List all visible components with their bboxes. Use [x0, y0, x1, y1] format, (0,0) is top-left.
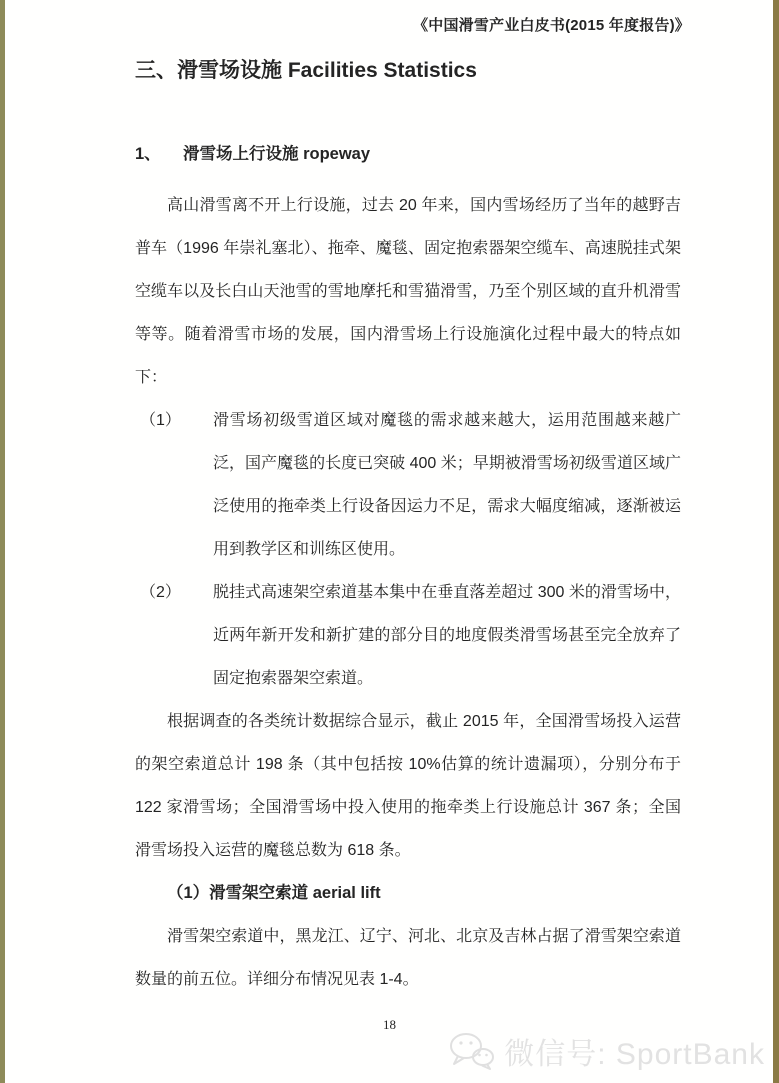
running-header: 《中国滑雪产业白皮书(2015 年度报告)》 [413, 17, 690, 34]
subsection-heading: （1）滑雪架空索道 aerial lift [167, 884, 381, 902]
wechat-icon [449, 1032, 495, 1070]
body-paragraph-3: 滑雪架空索道中，黑龙江、辽宁、河北、北京及吉林占据了滑雪架空索道数量的前五位。详细分布情况见表 1-4。 [135, 928, 681, 988]
page-edge-right-stripe [773, 0, 779, 1083]
item-1-marker: （1） [140, 412, 181, 429]
item-1-text: 滑雪场初级雪道区域对魔毯的需求越来越大，运用范围越来越广泛，国产魔毯的长度已突破 400 米；早期被滑雪场初级雪道区域广泛使用的拖牵类上行设备因运力不足，需求大幅度缩减，逐渐被运用到教学区和训练区使用。 [213, 412, 681, 558]
section-number: 1、 [135, 145, 161, 163]
watermark [449, 1029, 765, 1073]
body-paragraph-2: 根据调查的各类统计数据综合显示，截止 2015 年，全国滑雪场投入运营的架空索道总计 198 条（其中包括按 10%估算的统计遗漏项），分别分布于 122 家滑雪场；全国滑雪场中投入使用的拖牵类上行设施总计 367 条；全国滑雪场投入运营的魔毯总数为 618 条。 [135, 713, 681, 859]
page-content [135, 56, 681, 1001]
page-edge-left-stripe [0, 0, 5, 1083]
numbered-item-2 [135, 571, 681, 700]
section-heading [135, 142, 681, 166]
watermark-text: 微信号: SportBank [504, 1038, 765, 1071]
item-2-marker: （2） [140, 584, 181, 601]
item-2-text: 脱挂式高速架空索道基本集中在垂直落差超过 300 米的滑雪场中，近两年新开发和新扩建的部分目的地度假类滑雪场甚至完全放弃了固定抱索器架空索道。 [213, 584, 681, 687]
section-title: 滑雪场上行设施 ropeway [183, 145, 371, 163]
body-paragraph-1: 高山滑雪离不开上行设施，过去 20 年来，国内雪场经历了当年的越野吉普车（1996 年崇礼塞北）、拖牵、魔毯、固定抱索器架空缆车、高速脱挂式架空缆车以及长白山天池雪的雪地摩托和雪猫滑雪，乃至个别区域的直升机滑雪等等。随着滑雪市场的发展，国内滑雪场上行设施演化过程中最大的特点如下： [135, 197, 681, 386]
numbered-item-1 [135, 399, 681, 571]
body-text [135, 184, 681, 1001]
chapter-title: 三、滑雪场设施 Facilities Statistics [135, 59, 477, 82]
page-number: 18 [383, 1017, 396, 1032]
